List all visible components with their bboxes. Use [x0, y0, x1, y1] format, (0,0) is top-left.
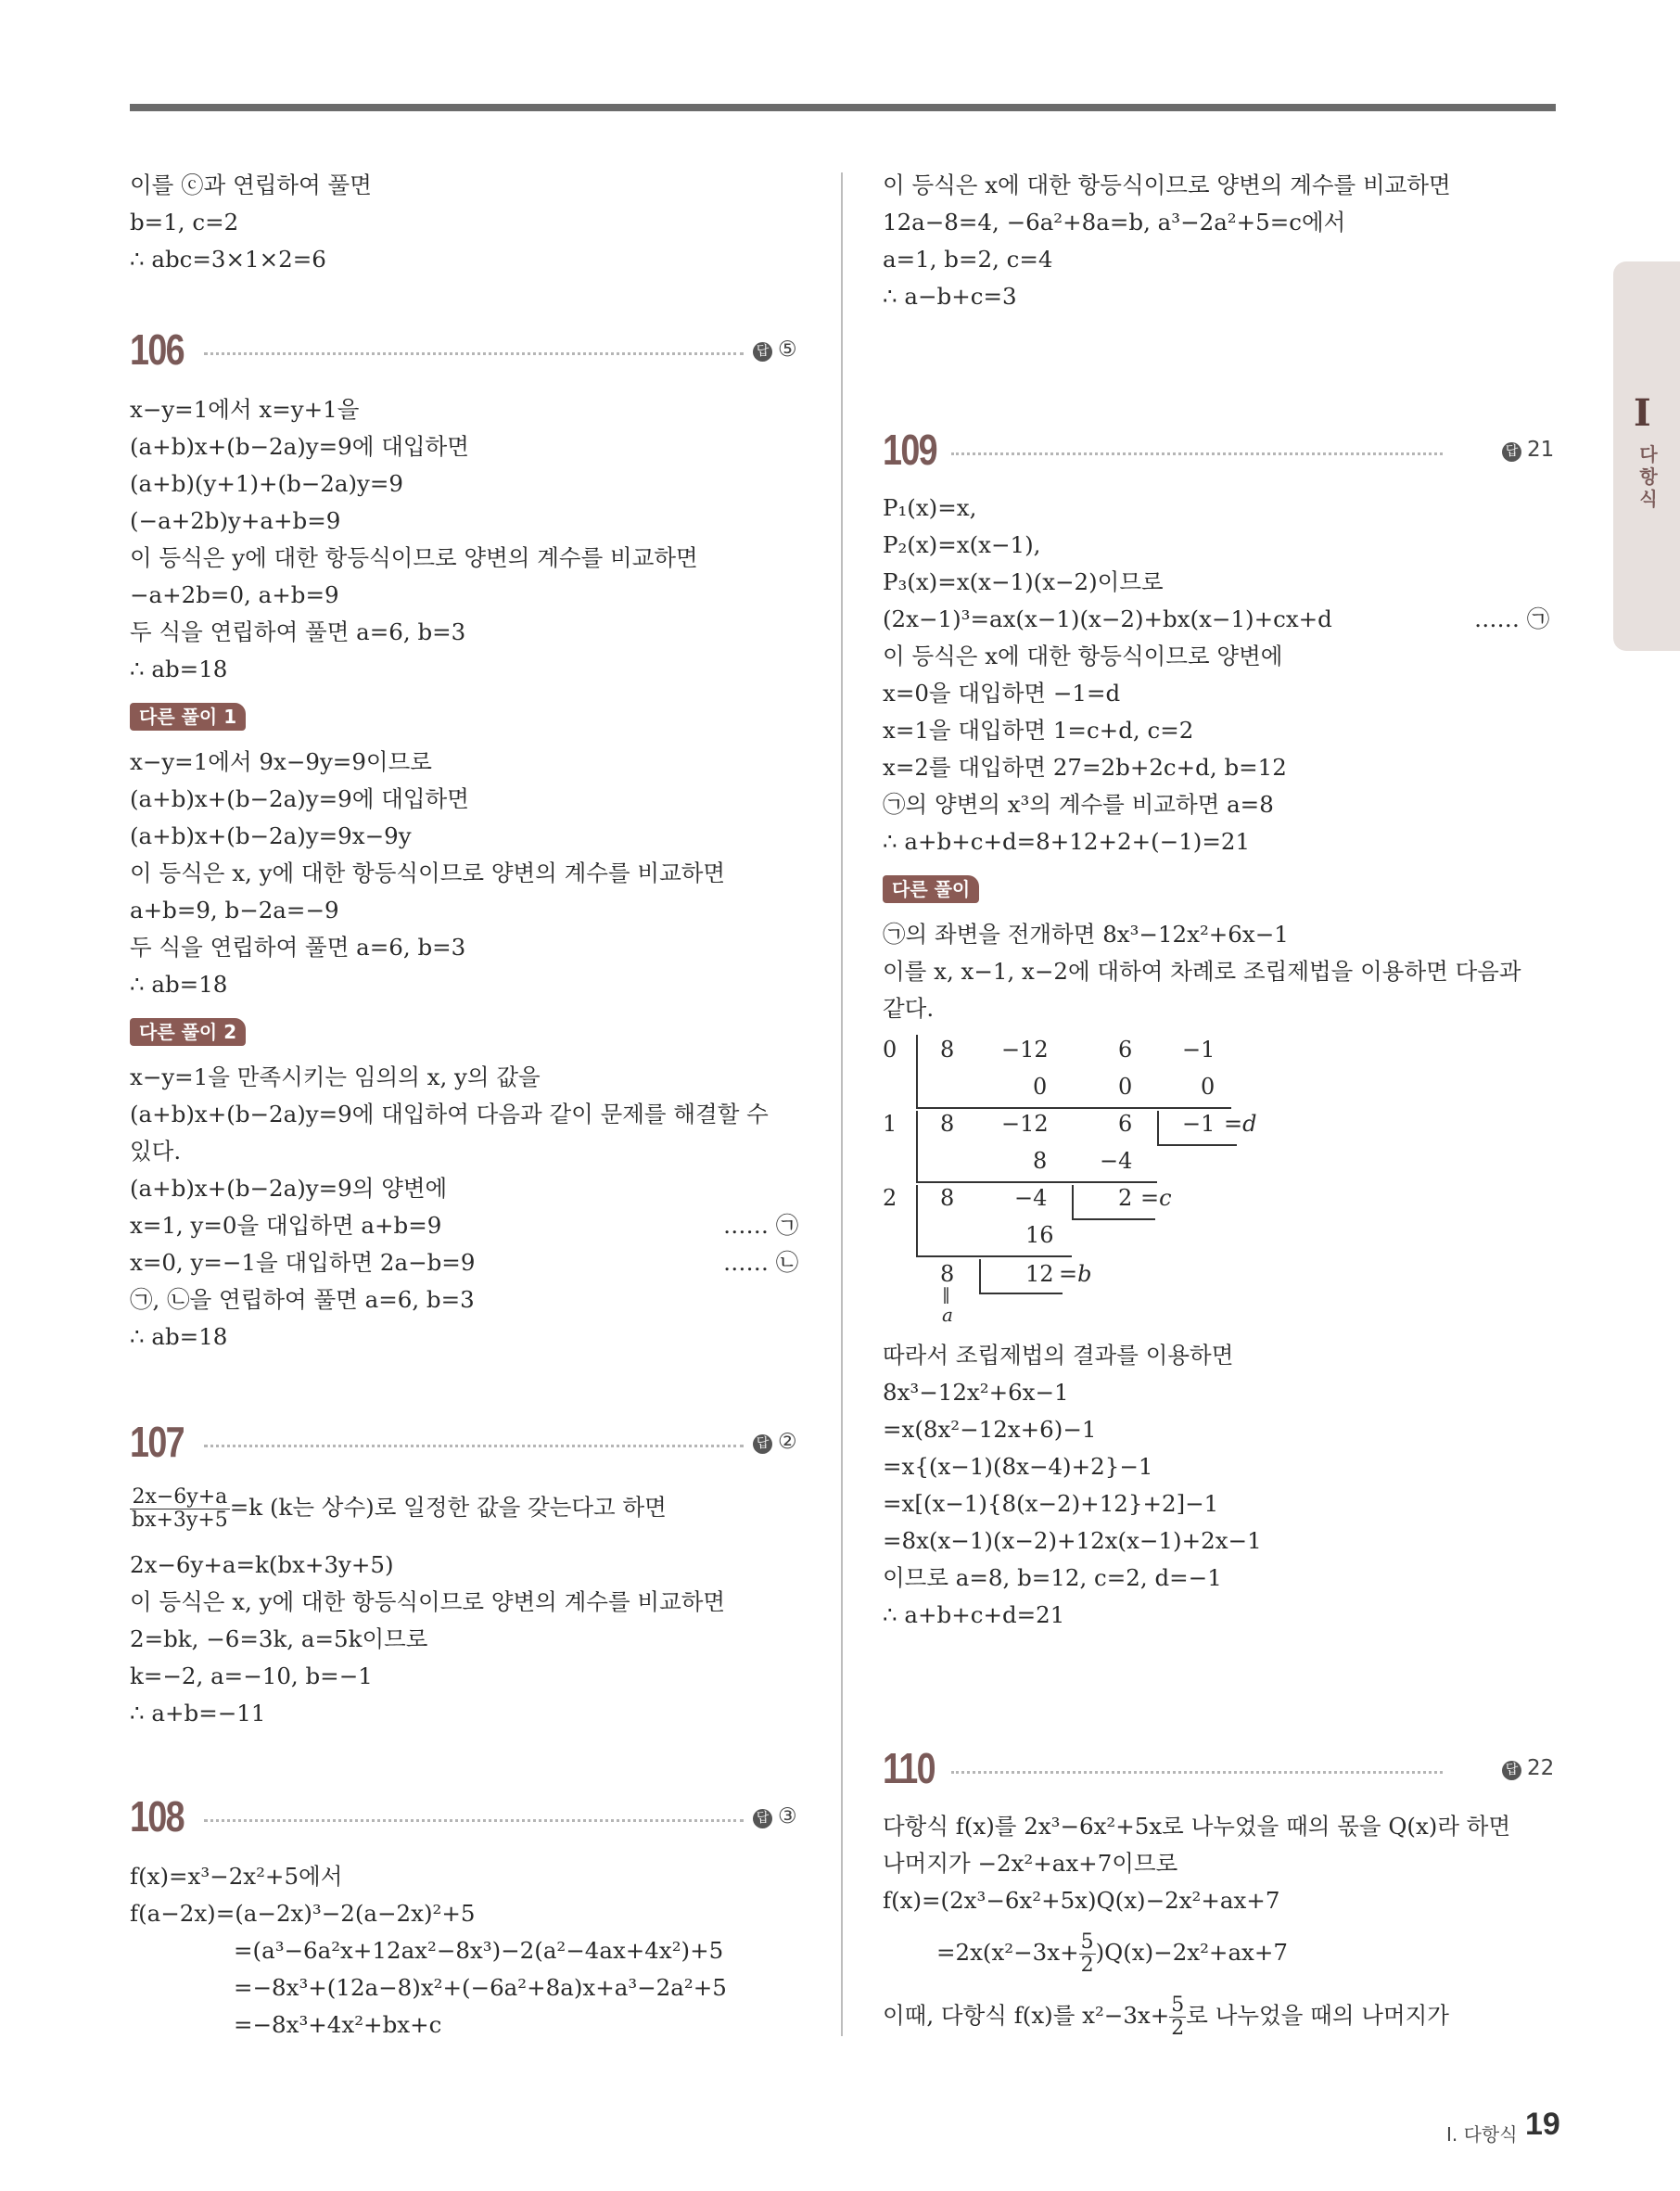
- problem-107-header: [130, 1417, 807, 1466]
- answer-label: 답 22: [1502, 1756, 1554, 1780]
- coefficient: 8: [940, 1111, 955, 1137]
- equation-tag: …… ㉠: [1474, 605, 1550, 632]
- solution-line: x=0을 대입하면 −1=d: [883, 680, 1121, 707]
- leader-dots: [951, 452, 1443, 455]
- alt-line: (a+b)x+(b−2a)y=9에 대입하면: [130, 785, 469, 812]
- leader-dots: [951, 1771, 1443, 1774]
- solution-line: ∴ a+b+c+d=21: [883, 1601, 1065, 1628]
- problem-108-header: [130, 1791, 807, 1841]
- problem-109-header: [883, 425, 1556, 474]
- solution-line: P₃(x)=x(x−1)(x−2)이므로: [883, 568, 1164, 595]
- solution-line: (2x−1)³=ax(x−1)(x−2)+bx(x−1)+cx+d: [883, 605, 1332, 632]
- product: 0: [1201, 1074, 1215, 1100]
- solution-line: 2=bk, −6=3k, a=5k이므로: [130, 1625, 428, 1652]
- product: 0: [1033, 1074, 1048, 1100]
- alt-line: x−y=1에서 9x−9y=9이므로: [130, 748, 432, 775]
- alt-line: ㉠, ㉡을 연립하여 풀면 a=6, b=3: [130, 1286, 475, 1313]
- solution-line: ∴ ab=18: [130, 656, 228, 682]
- problem-number: 106: [130, 325, 185, 374]
- equal-mark: ‖: [942, 1285, 950, 1305]
- solution-line: =x[(x−1){8(x−2)+12}+2]−1: [883, 1490, 1219, 1517]
- solution-line: =−8x³+4x²+bx+c: [234, 2011, 442, 2038]
- table-rule: [916, 1035, 918, 1109]
- solution-line: 이 등식은 x, y에 대한 항등식이므로 양변의 계수를 비교하면: [130, 1588, 726, 1615]
- alt-solution-1-badge: 다른 풀이 1: [130, 703, 246, 731]
- fraction-line: 이때, 다항식 f(x)를 x²−3x+ $\frac{5}{2}$ 로 나누었을 때의 나머지가: [883, 1994, 1449, 2040]
- alt-line: a+b=9, b−2a=−9: [130, 897, 339, 924]
- alt-line: x−y=1을 만족시키는 임의의 x, y의 값을: [130, 1064, 541, 1090]
- remainder-label: =b: [1059, 1261, 1092, 1287]
- alt-line: (a+b)x+(b−2a)y=9에 대입하여 다음과 같이 문제를 해결할 수: [130, 1101, 769, 1127]
- intro-line: ∴ abc=3×1×2=6: [130, 246, 326, 273]
- solution-line: (a+b)x+(b−2a)y=9에 대입하면: [130, 433, 469, 460]
- intro-line: b=1, c=2: [130, 209, 239, 236]
- problem-number: 110: [883, 1744, 935, 1792]
- fraction: $\frac{2x-6y+a}{bx+3y+5}$: [132, 1485, 228, 1532]
- answer-mark-icon: 답: [753, 342, 772, 362]
- answer-mark-icon: 답: [753, 1809, 772, 1828]
- solution-line: 이므로 a=8, b=12, c=2, d=−1: [883, 1564, 1222, 1591]
- divisor: 2: [883, 1185, 897, 1211]
- fraction-line: =2x(x²−3x+ $\frac{5}{2}$ )Q(x)−2x²+ax+7: [936, 1930, 1288, 1977]
- alt-line: ∴ ab=18: [130, 971, 228, 998]
- solution-line: 따라서 조립제법의 결과를 이용하면: [883, 1342, 1234, 1369]
- problem-106-header: [130, 325, 807, 374]
- table-rule: [1157, 1111, 1159, 1146]
- equation-tag: …… ㉠: [723, 1212, 799, 1239]
- solution-line: 다항식 f(x)를 2x³−6x²+5x로 나누었을 때의 몫을 Q(x)라 하면: [883, 1813, 1511, 1840]
- solution-line: P₁(x)=x,: [883, 494, 977, 521]
- coefficient: 8: [940, 1185, 955, 1211]
- solution-line: =−8x³+(12a−8)x²+(−6a²+8a)x+a³−2a²+5: [234, 1974, 727, 2001]
- coefficient: −12: [1001, 1037, 1049, 1063]
- table-rule: [1072, 1218, 1155, 1220]
- product: 8: [1033, 1148, 1048, 1174]
- solution-line: 이 등식은 y에 대한 항등식이므로 양변의 계수를 비교하면: [130, 544, 698, 571]
- solution-line: a=1, b=2, c=4: [883, 246, 1053, 273]
- table-rule: [916, 1185, 918, 1257]
- leader-dots: [204, 1819, 744, 1822]
- solution-line: (−a+2b)y+a+b=9: [130, 507, 341, 534]
- alt-solution-badge: 다른 풀이: [883, 875, 979, 903]
- chapter-roman: I: [1634, 391, 1651, 435]
- table-rule: [916, 1181, 1157, 1183]
- equation-tag: …… ㉡: [723, 1249, 799, 1276]
- solution-line: ∴ a+b=−11: [130, 1700, 266, 1726]
- answer-label: 답 ⑤: [753, 338, 797, 362]
- solution-line: 두 식을 연립하여 풀면 a=6, b=3: [130, 618, 466, 645]
- solution-line: (a+b)(y+1)+(b−2a)y=9: [130, 470, 404, 497]
- answer-mark-icon: 답: [753, 1434, 772, 1454]
- alt-line: (a+b)x+(b−2a)y=9의 양변에: [130, 1175, 448, 1202]
- alt-line: 두 식을 연립하여 풀면 a=6, b=3: [130, 934, 466, 961]
- top-rule: [130, 104, 1556, 111]
- alt-line: ㉠의 좌변을 전개하면 8x³−12x²+6x−1: [883, 921, 1289, 948]
- problem-number: 108: [130, 1792, 185, 1841]
- solution-line: x−y=1에서 x=y+1을: [130, 396, 360, 423]
- solution-line: −a+2b=0, a+b=9: [130, 581, 339, 608]
- divisor: 0: [883, 1037, 897, 1063]
- alt-solution-2-badge: 다른 풀이 2: [130, 1018, 246, 1046]
- product: 0: [1118, 1074, 1133, 1100]
- alt-line: 이를 x, x−1, x−2에 대하여 차례로 조립제법을 이용하면 다음과: [883, 958, 1521, 985]
- problem-110-header: [883, 1743, 1556, 1790]
- solution-line: ∴ a+b+c+d=8+12+2+(−1)=21: [883, 828, 1251, 855]
- product: 16: [1025, 1222, 1054, 1248]
- solution-line: 12a−8=4, −6a²+8a=b, a³−2a²+5=c에서: [883, 209, 1346, 236]
- table-rule: [916, 1107, 1231, 1109]
- fraction: $\frac{5}{2}$: [1171, 1994, 1185, 2040]
- table-rule: [1072, 1185, 1074, 1220]
- table-rule: [1157, 1144, 1237, 1146]
- fraction: $\frac{5}{2}$: [1080, 1930, 1094, 1977]
- alt-line: (a+b)x+(b−2a)y=9x−9y: [130, 822, 412, 849]
- solution-line: x=1을 대입하면 1=c+d, c=2: [883, 717, 1194, 744]
- remainder-label: =d: [1224, 1111, 1257, 1137]
- coefficient: −1: [1182, 1037, 1215, 1063]
- leader-dots: [204, 352, 744, 355]
- fraction-line: $\frac{2x-6y+a}{bx+3y+5}$ =k (k는 상수)로 일정한 값을 갖는다고 하면: [132, 1485, 667, 1532]
- solution-line: ∴ a−b+c=3: [883, 283, 1017, 310]
- solution-line: f(a−2x)=(a−2x)³−2(a−2x)²+5: [130, 1900, 476, 1927]
- solution-line: 나머지가 −2x²+ax+7이므로: [883, 1850, 1178, 1877]
- solution-line: =x{(x−1)(8x−4)+2}−1: [883, 1453, 1153, 1480]
- quotient: 8: [940, 1261, 955, 1287]
- table-rule: [916, 1111, 918, 1183]
- solution-line: 2x−6y+a=k(bx+3y+5): [130, 1551, 394, 1578]
- coefficient: −12: [1001, 1111, 1049, 1137]
- coefficient: 8: [940, 1037, 955, 1063]
- table-rule: [979, 1293, 1063, 1294]
- answer-label: 답 21: [1502, 438, 1554, 462]
- chapter-side-tab: [1613, 261, 1680, 651]
- solution-line: =8x(x−1)(x−2)+12x(x−1)+2x−1: [883, 1527, 1262, 1554]
- answer-label: 답 ②: [753, 1430, 797, 1454]
- answer-label: 답 ③: [753, 1804, 797, 1828]
- alt-line: 있다.: [130, 1138, 182, 1165]
- answer-mark-icon: 답: [1502, 1761, 1521, 1780]
- problem-number: 107: [130, 1418, 185, 1466]
- divisor: 1: [883, 1111, 897, 1137]
- leader-dots: [204, 1445, 744, 1447]
- table-rule: [916, 1255, 1072, 1257]
- solution-line: 8x³−12x²+6x−1: [883, 1379, 1069, 1406]
- alt-line: 이 등식은 x, y에 대한 항등식이므로 양변의 계수를 비교하면: [130, 860, 726, 886]
- intro-line: 이를 ⓒ과 연립하여 풀면: [130, 172, 372, 198]
- solution-line: ㉠의 양변의 x³의 계수를 비교하면 a=8: [883, 791, 1274, 818]
- footer-section-label: I. 다항식: [1446, 2123, 1518, 2146]
- remainder-label: =c: [1140, 1185, 1172, 1211]
- solution-line: f(x)=(2x³−6x²+5x)Q(x)−2x²+ax+7: [883, 1887, 1280, 1914]
- remainder: 12: [1025, 1261, 1054, 1287]
- problem-number: 109: [883, 426, 937, 474]
- remainder: 2: [1118, 1185, 1133, 1211]
- quotient-label: a: [942, 1304, 953, 1326]
- coefficient: 6: [1118, 1037, 1133, 1063]
- coefficient: −4: [1014, 1185, 1048, 1211]
- solution-line: 이 등식은 x에 대한 항등식이므로 양변에: [883, 643, 1283, 669]
- alt-line: x=1, y=0을 대입하면 a+b=9: [130, 1212, 442, 1239]
- solution-line: 이 등식은 x에 대한 항등식이므로 양변의 계수를 비교하면: [883, 172, 1451, 198]
- alt-line: 같다.: [883, 995, 935, 1022]
- solution-line: =x(8x²−12x+6)−1: [883, 1416, 1097, 1443]
- solution-line: k=−2, a=−10, b=−1: [130, 1662, 373, 1689]
- solution-line: =(a³−6a²x+12ax²−8x³)−2(a²−4ax+4x²)+5: [234, 1937, 724, 1964]
- coefficient: 6: [1118, 1111, 1133, 1137]
- synthetic-division-table: [883, 1035, 1257, 1331]
- remainder: −1: [1182, 1111, 1215, 1137]
- alt-line: ∴ ab=18: [130, 1323, 228, 1350]
- chapter-title-vertical: 다항식: [1639, 443, 1658, 510]
- solution-line: f(x)=x³−2x²+5에서: [130, 1863, 343, 1890]
- solution-line: P₂(x)=x(x−1),: [883, 531, 1041, 558]
- answer-mark-icon: 답: [1502, 442, 1521, 462]
- page-number: 19: [1525, 2107, 1560, 2142]
- product: −4: [1100, 1148, 1133, 1174]
- solution-line: x=2를 대입하면 27=2b+2c+d, b=12: [883, 754, 1287, 781]
- alt-line: x=0, y=−1을 대입하면 2a−b=9: [130, 1249, 476, 1276]
- table-rule: [979, 1259, 981, 1294]
- column-divider: [841, 172, 843, 2036]
